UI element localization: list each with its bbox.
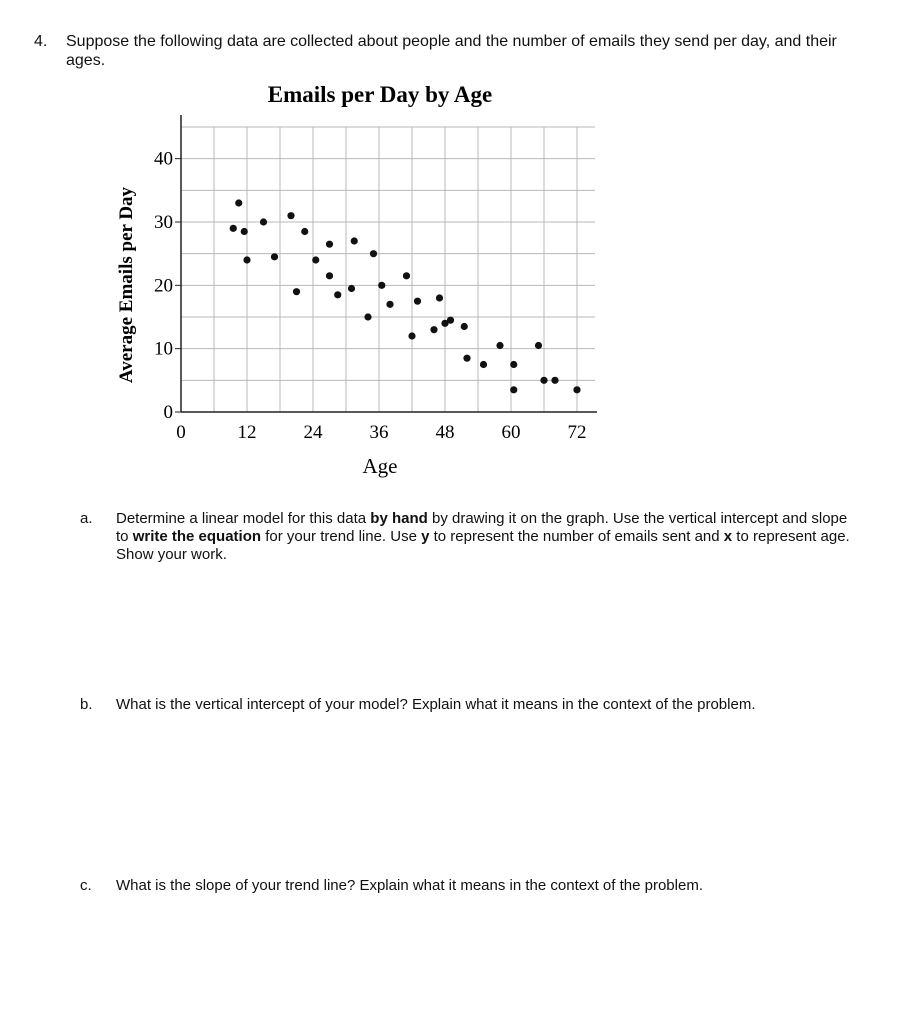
x-tick-labels xyxy=(176,422,586,443)
data-point xyxy=(348,285,355,292)
data-point xyxy=(334,291,341,298)
data-point xyxy=(351,237,358,244)
part-a-text-2: by drawing it on the graph. Use the vertical intercept and slope to xyxy=(116,510,848,545)
part-b-letter: b. xyxy=(80,696,93,713)
data-point xyxy=(326,241,333,248)
y-tick-labels xyxy=(154,149,173,423)
data-point xyxy=(378,282,385,289)
data-point xyxy=(430,326,437,333)
scatter-chart xyxy=(100,75,620,485)
data-point xyxy=(364,313,371,320)
data-point xyxy=(463,355,470,362)
part-a-bold-y: y xyxy=(421,528,430,545)
data-point xyxy=(235,199,242,206)
data-point xyxy=(414,298,421,305)
data-point xyxy=(573,386,580,393)
question-number: 4. xyxy=(34,33,48,50)
data-point xyxy=(551,377,558,384)
data-point xyxy=(386,301,393,308)
y-tick-label: 40 xyxy=(154,148,173,170)
data-point xyxy=(510,361,517,368)
part-a-bold-write-equation: write the equation xyxy=(132,528,262,545)
y-tick-label: 20 xyxy=(154,275,173,297)
data-point xyxy=(540,377,547,384)
part-c-text: What is the slope of your trend line? Explain what it means in the context of the problem. xyxy=(116,877,703,894)
question-text: Suppose the following data are collected about people and the number of emails they send per day, and their ages. xyxy=(66,33,837,69)
y-tick-label: 0 xyxy=(163,402,173,423)
x-axis-label: Age xyxy=(362,454,398,478)
x-tick-label: 48 xyxy=(435,422,455,443)
x-tick-label: 72 xyxy=(567,422,587,443)
data-point xyxy=(461,323,468,330)
data-point xyxy=(480,361,487,368)
chart-grid xyxy=(181,127,595,412)
data-point xyxy=(241,228,248,235)
data-points xyxy=(230,199,581,393)
data-point xyxy=(403,272,410,279)
chart-axes xyxy=(175,115,597,412)
part-a-text xyxy=(116,510,856,564)
x-tick-label: 60 xyxy=(501,422,521,443)
part-b-text: What is the vertical intercept of your model? Explain what it means in the context of the problem. xyxy=(116,696,756,713)
data-point xyxy=(510,386,517,393)
part-a-text-4: to represent the number of emails sent and xyxy=(429,528,724,545)
data-point xyxy=(293,288,300,295)
part-a-text-5: to represent age. Show your work. xyxy=(116,528,850,563)
x-tick-label: 24 xyxy=(303,422,323,443)
data-point xyxy=(301,228,308,235)
y-axis-label: Average Emails per Day xyxy=(116,186,137,384)
data-point xyxy=(370,250,377,257)
x-tick-label: 36 xyxy=(369,422,389,443)
data-point xyxy=(287,212,294,219)
data-point xyxy=(447,317,454,324)
data-point xyxy=(436,294,443,301)
data-point xyxy=(535,342,542,349)
y-tick-label: 30 xyxy=(154,212,173,233)
part-a-bold-x: x xyxy=(723,528,733,545)
x-tick-label: 12 xyxy=(237,422,257,443)
part-a-bold-by-hand: by hand xyxy=(370,510,428,527)
data-point xyxy=(243,256,250,263)
y-tick-label: 10 xyxy=(154,338,173,360)
data-point xyxy=(312,256,319,263)
data-point xyxy=(230,225,237,232)
data-point xyxy=(408,332,415,339)
part-a-letter: a. xyxy=(80,510,93,527)
data-point xyxy=(260,218,267,225)
data-point xyxy=(326,272,333,279)
x-tick-label: 0 xyxy=(176,422,186,443)
part-a-text-3: for your trend line. Use xyxy=(261,528,422,545)
data-point xyxy=(271,253,278,260)
part-c-letter: c. xyxy=(80,877,92,894)
chart-title: Emails per Day by Age xyxy=(267,82,493,107)
data-point xyxy=(496,342,503,349)
part-a-text-1: Determine a linear model for this data xyxy=(116,510,371,527)
